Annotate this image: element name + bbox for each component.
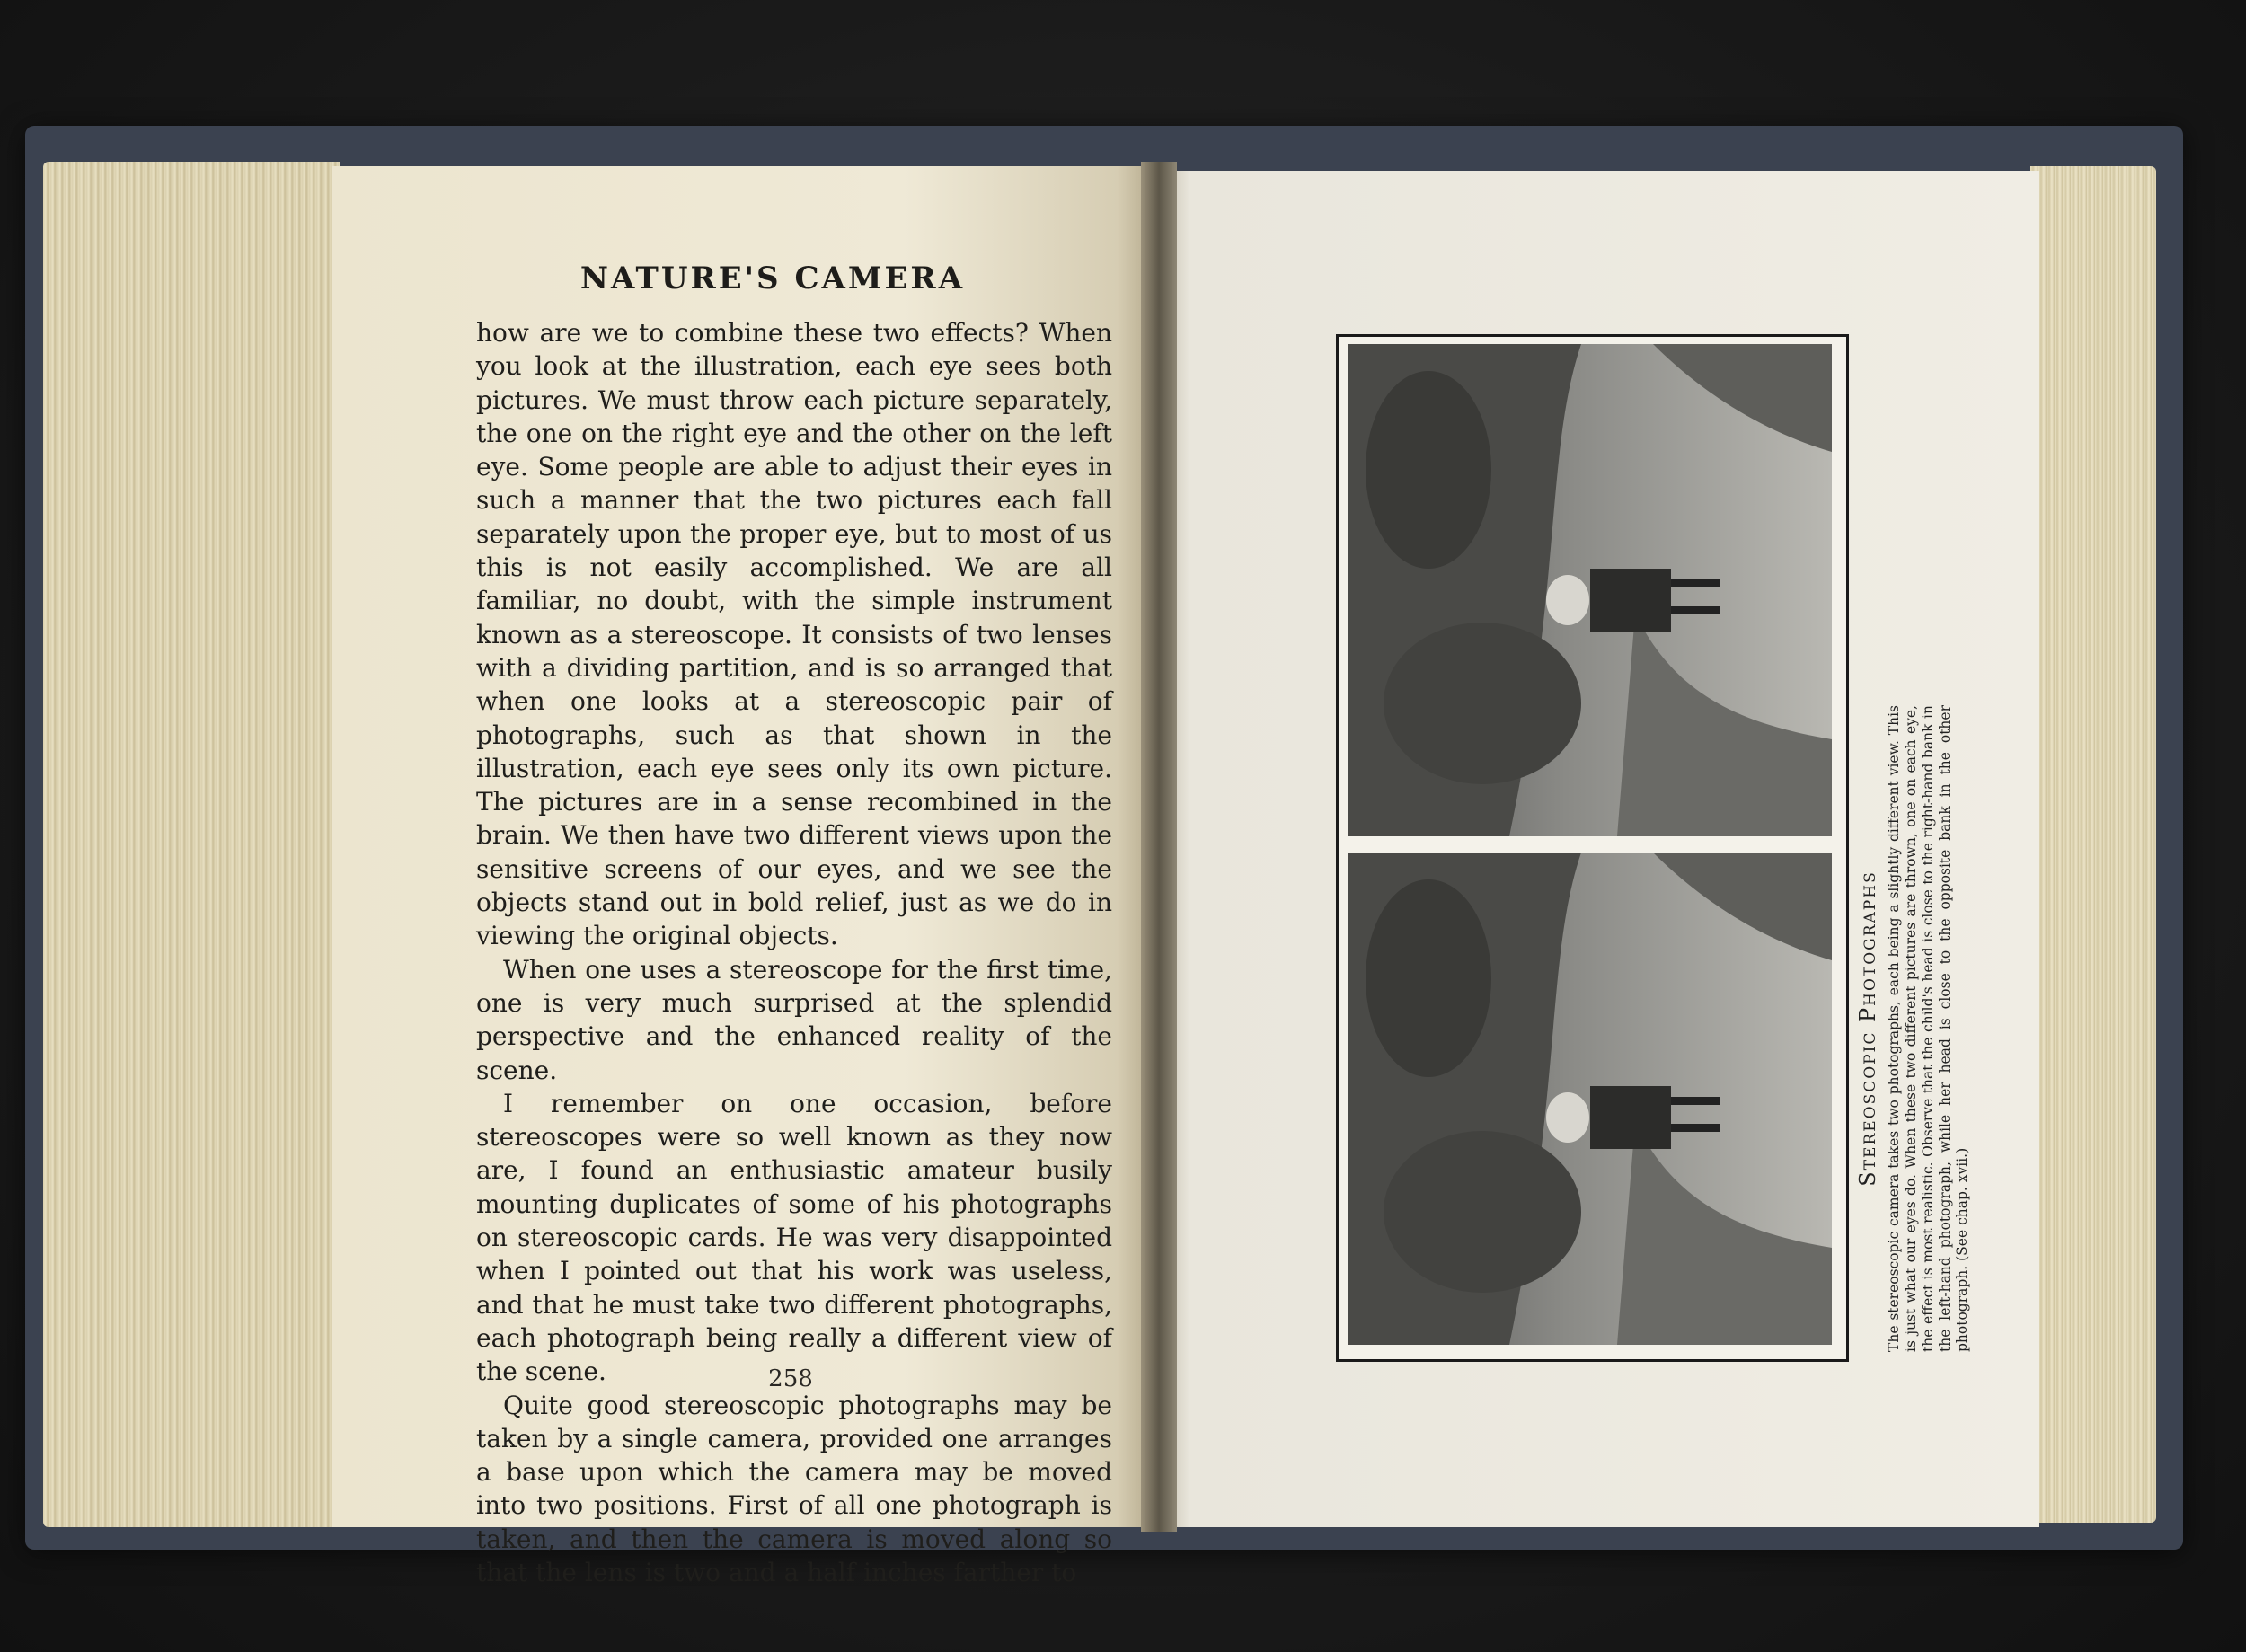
stereo-photo-upper: [1348, 344, 1832, 836]
caption-title: Stereoscopic Photographs: [1855, 870, 1880, 1187]
page-number: 258: [768, 1365, 813, 1392]
caption-body: The stereoscopic camera takes two photographs, each being a slightly different view. This is just what our eyes do. When these two different pictures are thrown, one on each eye, the effect is most realistic. Observe that the child's head is close to the right-hand bank in the left-hand photograph, while her head is close to the opposite bank in the other photograph. (See chap. xvii.): [1886, 705, 1970, 1352]
plate-caption: [1855, 701, 1994, 1352]
body-text: [476, 316, 1112, 1589]
stereo-plate: [1336, 334, 1849, 1362]
left-page-edges: [43, 162, 340, 1527]
paragraph-3: I remember on one occasion, before stereoscopes were so well known as they now are, I found an enthusiastic amateur busily mounting duplicates of some of his photographs on stereoscopic cards. He was very disappointed when I pointed out that his work was useless, and that he must take two different photographs, each photograph being really a different view of the scene.: [476, 1088, 1112, 1387]
paragraph-1: how are we to combine these two effects? When you look at the illustration, each eye sees both pictures. We must throw each picture separately, the one on the right eye and the other on the left eye. Some people are able to adjust their eyes in such a manner that the two pictures each fall separately upon the proper eye, but to most of us this is not easily accomplished. We are all familiar, no doubt, with the simple instrument known as a stereoscope. It consists of two lenses with a dividing partition, and is so arranged that when one looks at a stereoscopic pair of photographs, such as that shown in the illustration, each eye sees only its own picture. The pictures are in a sense recombined in the brain. We then have two different views upon the sensitive screens of our eyes, and we see the objects stand out in bold relief, just as we do in viewing the original objects.: [476, 318, 1112, 951]
running-head: NATURE'S CAMERA: [579, 261, 966, 296]
paragraph-2: When one uses a stereoscope for the first time, one is very much surprised at the splendid perspective and the enhanced reality of the scene.: [476, 954, 1112, 1085]
right-page-edges: [2030, 166, 2156, 1523]
stereo-photo-lower: [1348, 853, 1832, 1345]
book-gutter: [1141, 162, 1177, 1532]
paragraph-4: Quite good stereoscopic photographs may be taken by a single camera, provided one arranges a base upon which the camera may be moved into two positions. First of all one photograph is taken, and then the camera is moved along so that the lens is two and a half inches farther to: [476, 1390, 1112, 1587]
